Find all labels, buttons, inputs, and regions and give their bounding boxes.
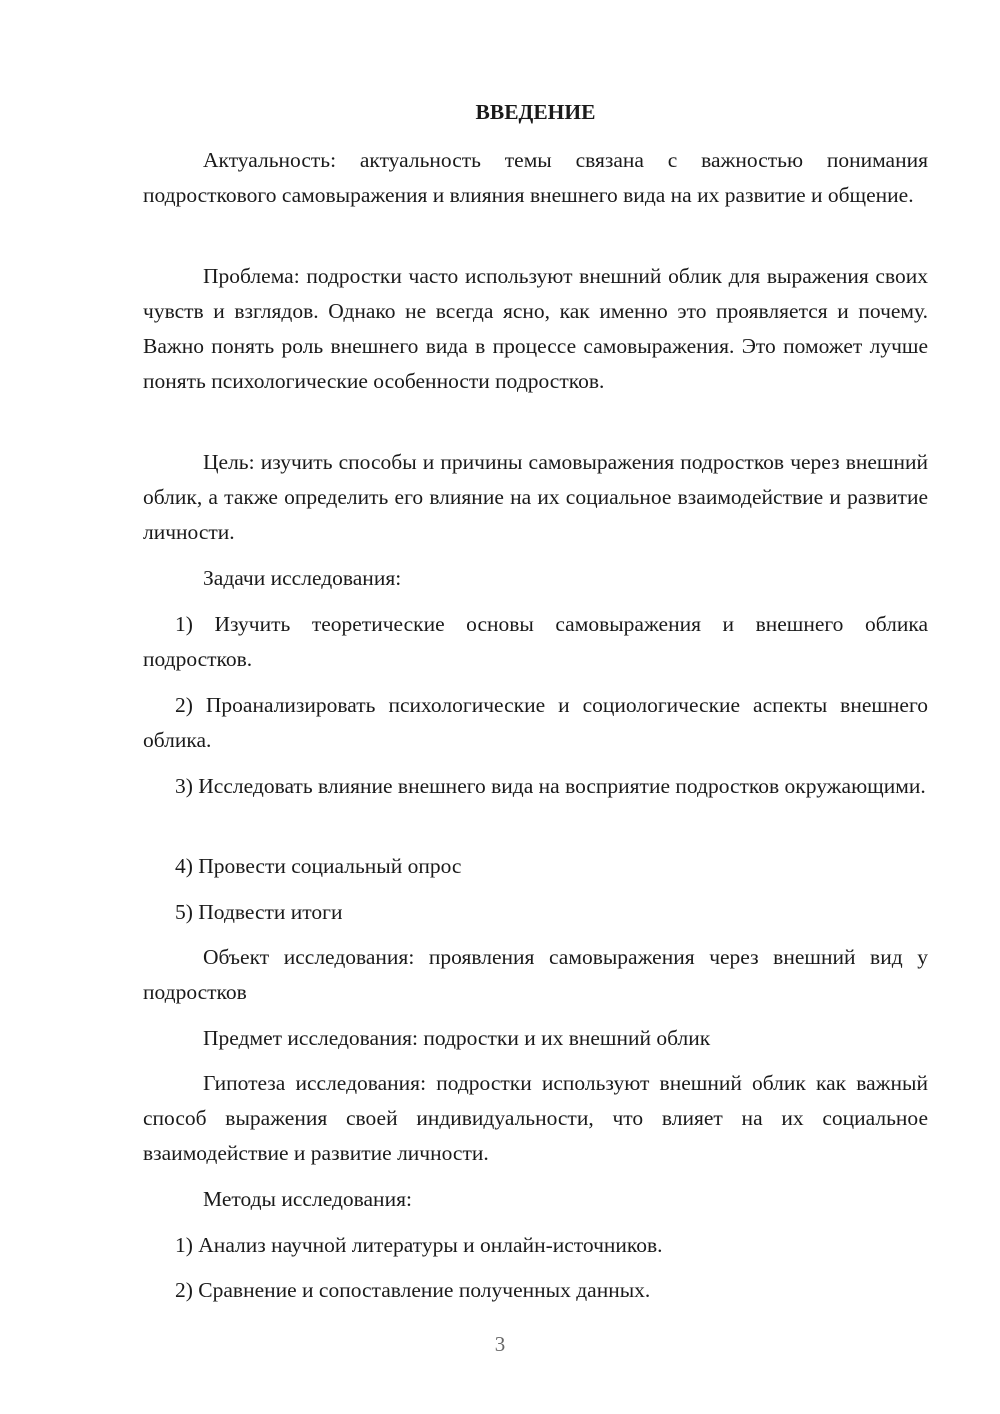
task-item-1: 1) Изучить теоретические основы самовыражения и внешнего облика подростков. xyxy=(143,612,928,671)
tasks-heading: Задачи исследования: xyxy=(203,566,402,590)
task-item-4: 4) Провести социальный опрос xyxy=(175,854,462,878)
object-paragraph: Объект исследования: проявления самовыражения через внешний вид у подростков xyxy=(143,945,928,1004)
page-number: 3 xyxy=(494,1332,506,1356)
task-item-2: 2) Проанализировать психологические и социологические аспекты внешнего облика. xyxy=(143,693,928,752)
method-item-2: 2) Сравнение и сопоставление полученных данных. xyxy=(175,1278,651,1302)
method-item-1: 1) Анализ научной литературы и онлайн-источников. xyxy=(175,1233,663,1257)
task-item-5: 5) Подвести итоги xyxy=(175,900,343,924)
hypothesis-paragraph: Гипотеза исследования: подростки используют внешний облик как важный способ выражения своей индивидуальности, что влияет на их социальное взаимодействие и развитие личности. xyxy=(143,1071,928,1165)
problem-paragraph: Проблема: подростки часто используют внешний облик для выражения своих чувств и взглядов. Однако не всегда ясно, как именно это проявляется и почему. Важно понять роль внешнего вида в процессе самовыражения. Это поможет лучше понять психологические особенности подростков. xyxy=(143,264,928,393)
page-title: ВВЕДЕНИЕ xyxy=(475,100,596,124)
relevance-paragraph: Актуальность: актуальность темы связана с важностью понимания подросткового самовыражения и влияния внешнего вида на их развитие и общение. xyxy=(143,148,928,207)
task-item-3: 3) Исследовать влияние внешнего вида на восприятие подростков окружающими. xyxy=(175,774,926,798)
methods-heading: Методы исследования: xyxy=(203,1187,412,1211)
goal-paragraph: Цель: изучить способы и причины самовыражения подростков через внешний облик, а также определить его влияние на их социальное взаимодействие и развитие личности. xyxy=(143,450,928,544)
subject-paragraph: Предмет исследования: подростки и их внешний облик xyxy=(203,1026,711,1050)
